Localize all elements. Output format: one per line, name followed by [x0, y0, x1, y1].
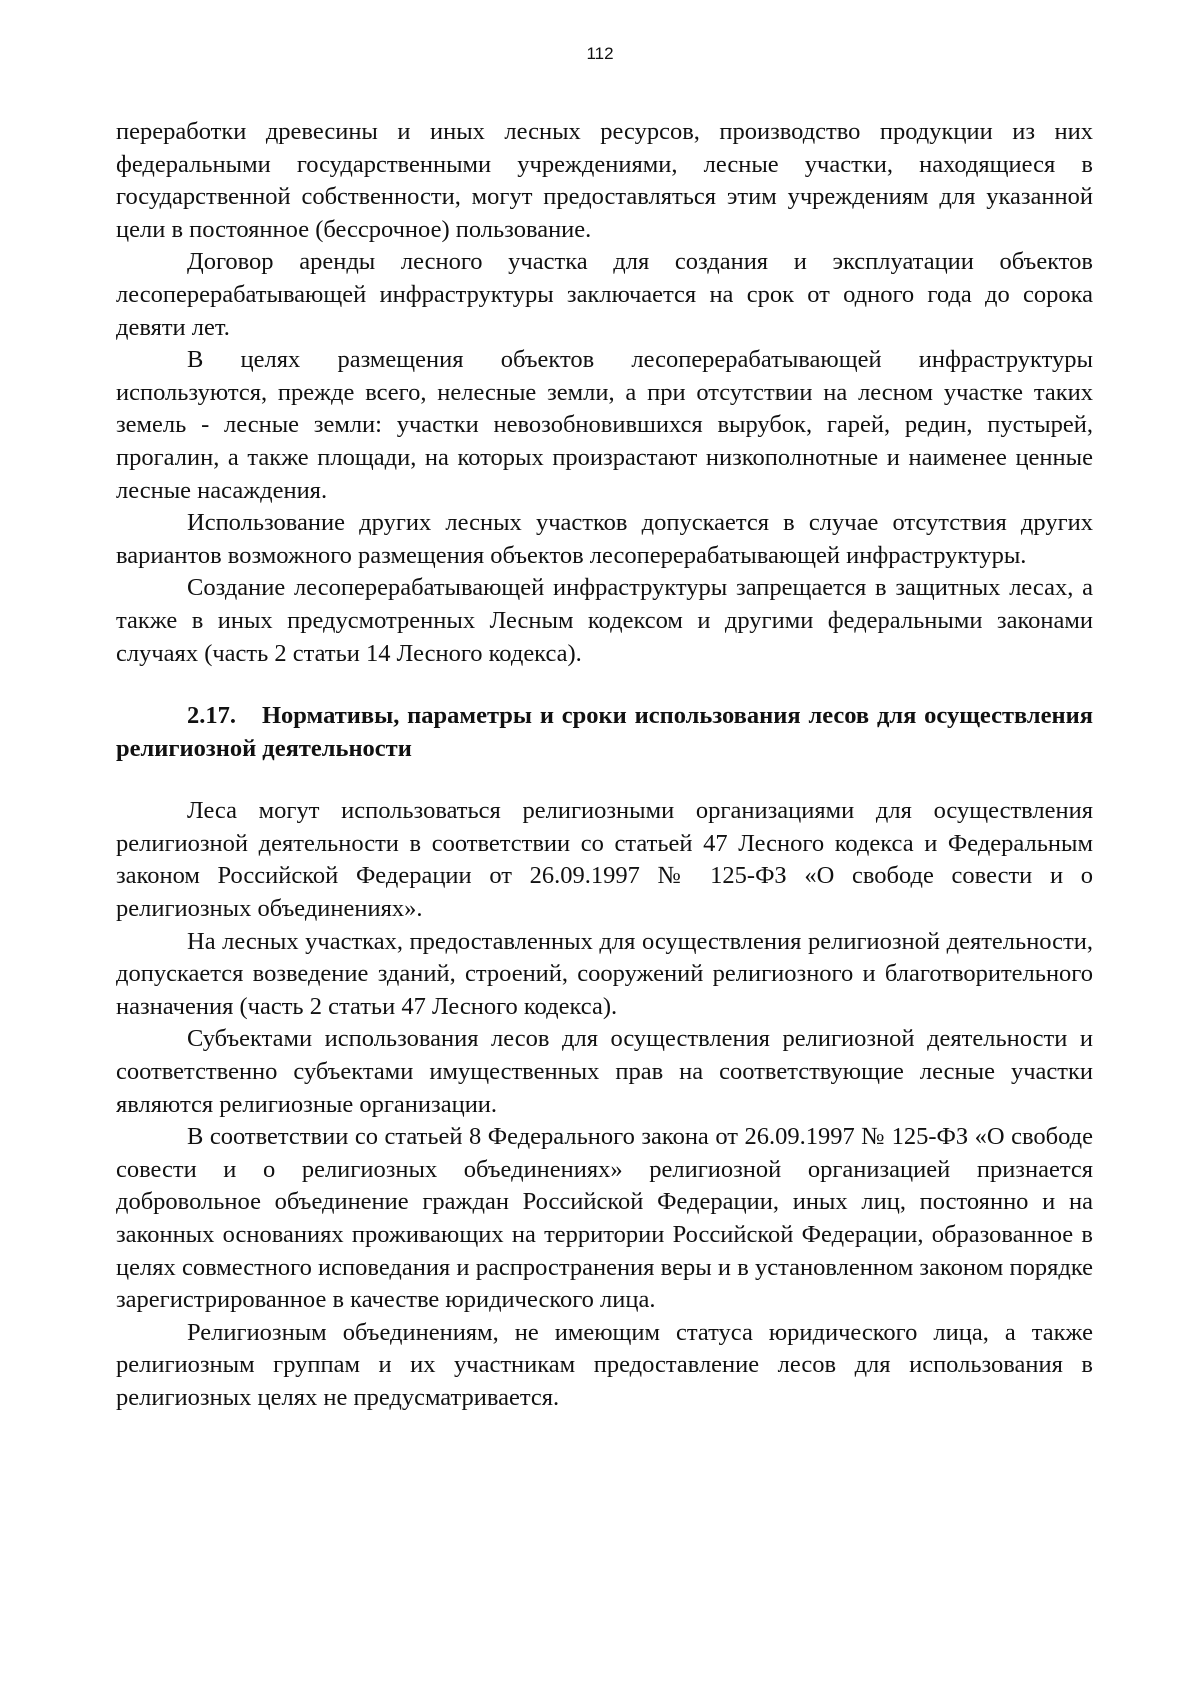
paragraph: Создание лесоперерабатывающей инфраструктуры запрещается в защитных лесах, а также в иных предусмотренных Лесным кодексом и другими федеральными законами случаях (часть 2 статьи 14 Лесного кодекса). [116, 574, 1093, 667]
section-heading [116, 700, 1093, 765]
paragraph: Леса могут использоваться религиозными организациями для осуществления религиозной деятельности в соответствии со статьей 47 Лесного кодекса и Федеральным законом Российской Федерации от 26.09.1997 № 125-ФЗ «О свободе совести и о религиозных объединениях». [116, 797, 1093, 923]
paragraph: На лесных участках, предоставленных для осуществления религиозной деятельности, допускается возведение зданий, строений, сооружений религиозного и благотворительного назначения (часть 2 статьи 47 Лесного кодекса). [116, 927, 1093, 1020]
paragraph: Религиозным объединениям, не имеющим статуса юридического лица, а также религиозным группам и их участникам предоставление лесов для использования в религиозных целях не предусматривается. [116, 1318, 1093, 1411]
section-title: Нормативы, параметры и сроки использования лесов для осуществления религиозной деятельности [116, 702, 1093, 762]
section-number: 2.17. [187, 702, 236, 730]
document-body [116, 116, 1093, 1415]
paragraph: Субъектами использования лесов для осуществления религиозной деятельности и соответственно субъектами имущественных прав на соответствующие лесные участки являются религиозные организации. [116, 1025, 1093, 1118]
paragraph: переработки древесины и иных лесных ресурсов, производство продукции из них федеральными государственными учреждениями, лесные участки, находящиеся в государственной собственности, могут предоставляться этим учреждениям для указанной цели в постоянное (бессрочное) пользование. [116, 118, 1093, 243]
paragraph: Договор аренды лесного участка для создания и эксплуатации объектов лесоперерабатывающей инфраструктуры заключается на срок от одного года до сорока девяти лет. [116, 248, 1093, 341]
paragraph: Использование других лесных участков допускается в случае отсутствия других вариантов возможного размещения объектов лесоперерабатывающей инфраструктуры. [116, 509, 1093, 569]
page-number: 112 [586, 44, 614, 63]
paragraph: В соответствии со статьей 8 Федерального закона от 26.09.1997 № 125-ФЗ «О свободе совести и о религиозных объединениях» религиозной организацией признается добровольное объединение граждан Российской Федерации, иных лиц, постоянно и на законных основаниях проживающих на территории Российской Федерации, образованное в целях совместного исповедания и распространения веры и в установленном законом порядке зарегистрированное в качестве юридического лица. [116, 1123, 1093, 1314]
paragraph: В целях размещения объектов лесоперерабатывающей инфраструктуры используются, прежде всего, нелесные земли, а при отсутствии на лесном участке таких земель - лесные земли: участки невозобновившихся вырубок, гарей, редин, пустырей, прогалин, а также площади, на которых произрастают низкополнотные и наименее ценные лесные насаждения. [116, 346, 1093, 504]
